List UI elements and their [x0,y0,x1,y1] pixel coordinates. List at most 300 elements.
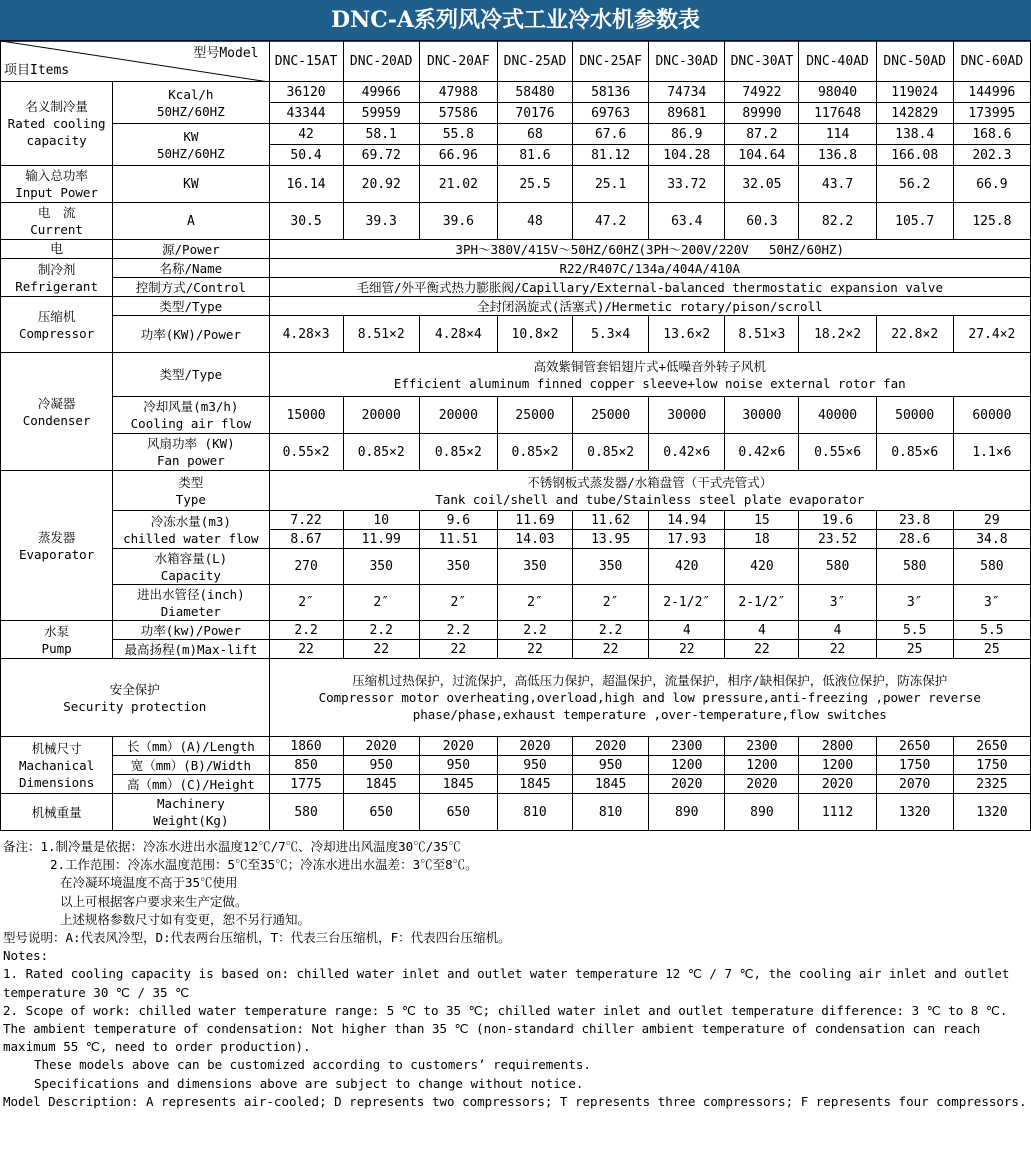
value-cell: 13.95 [573,530,649,549]
security-label [1,659,270,737]
value-cell: 420 [649,549,725,585]
value-cell: 2″ [573,585,649,621]
input-power-label-line: Input Power [15,185,98,200]
current-label-line: Current [30,222,83,237]
header-corner-cell [1,41,270,82]
evaporator-capacity-label [113,549,269,585]
note-line: 上述规格参数尺寸如有变更，恕不另行通知。 [60,911,311,927]
page-title: DNC-A系列风冷式工业冷水机参数表 [0,0,1031,42]
value-cell: 2325 [953,775,1030,794]
value-cell: 2020 [573,737,649,756]
value-cell: 87.2 [725,124,799,145]
evaporator-flow-label-line: 冷冻水量(m3) [150,513,231,529]
value-cell: 13.6×2 [649,316,725,353]
evaporator-capacity-label-line: 水箱容量(L) [154,550,228,566]
value-cell: 1112 [799,794,876,831]
value-cell: 4 [799,621,876,640]
value-cell: 168.6 [953,124,1030,145]
value-cell: 420 [725,549,799,585]
value-cell: 69.72 [343,145,419,166]
value-cell: 22 [419,640,497,659]
evaporator-diameter-row [1,585,1031,621]
value-cell: 30000 [725,397,799,434]
power-label-b: 源/Power [113,240,269,259]
security-value-line: phase/phase,exhaust temperature ,over-temperature,flow switches [412,707,887,722]
value-cell: 58.1 [343,124,419,145]
value-cell: 1.1×6 [953,434,1030,471]
value-cell: 2070 [876,775,953,794]
value-cell: 43344 [269,103,343,124]
security-label-line: Security protection [63,698,207,714]
value-cell: 2020 [799,775,876,794]
value-cell: 19.6 [799,511,876,530]
value-cell: 15 [725,511,799,530]
note-line: 2.工作范围：冷冻水温度范围：5℃至35℃；冷冻水进出水温差：3℃至8℃。 [50,857,478,873]
value-cell: 23.8 [876,511,953,530]
condenser-label-line: Condenser [22,412,91,428]
value-cell: 25.5 [497,166,572,203]
note-line: 型号说明：A:代表风冷型，D:代表两台压缩机，T：代表三台压缩机，F：代表四台压缩机。 [3,930,511,946]
value-cell: 15000 [269,397,343,434]
value-cell: 74922 [725,82,799,103]
value-cell: 11.99 [343,530,419,549]
value-cell: 119024 [876,82,953,103]
value-cell: 125.8 [953,203,1030,240]
value-cell: 350 [343,549,419,585]
value-cell: 2″ [497,585,572,621]
evaporator-label [1,471,113,621]
value-cell: 580 [269,794,343,831]
header-row [1,41,1031,82]
weight-unit-line: Weight(Kg) [153,813,229,828]
kcal-unit-label [113,82,269,124]
dimension-height-row [1,775,1031,794]
value-cell: 650 [343,794,419,831]
value-cell: 2.2 [497,621,572,640]
value-cell: 63.4 [649,203,725,240]
evaporator-diameter-label-line: Diameter [160,603,221,619]
condenser-type-value [269,353,1031,397]
evaporator-type-row [1,471,1031,511]
value-cell: 2020 [343,737,419,756]
value-cell: 89681 [649,103,725,124]
value-cell: 11.62 [573,511,649,530]
value-cell: 3″ [953,585,1030,621]
value-cell: 2300 [649,737,725,756]
kcal-unit-label-line: Kcal/h [168,86,214,102]
value-cell: 2800 [799,737,876,756]
value-cell: 67.6 [573,124,649,145]
value-cell: 1845 [497,775,572,794]
note-line: Model Description: A represents air-cooled; D represents two compressors; T represents three compressors; F represents four compressors. [3,1093,1027,1109]
value-cell: 5.5 [953,621,1030,640]
condenser-type-value-line: Efficient aluminum finned copper sleeve+low noise external rotor fan [393,375,906,391]
refrigerant-control-value: 毛细管/外平衡式热力膨胀阀/Capillary/External-balanced thermostatic expansion valve [269,278,1031,297]
value-cell: 173995 [953,103,1030,124]
value-cell: 1845 [343,775,419,794]
pump-power-label: 功率(kw)/Power [113,621,269,640]
security-label-line: 安全保护 [109,681,160,697]
value-cell: 30.5 [269,203,343,240]
model-header: DNC-40AD [799,41,876,82]
value-cell: 0.55×6 [799,434,876,471]
value-cell: 28.6 [876,530,953,549]
compressor-type-label: 类型/Type [113,297,269,316]
input-power-row [1,166,1031,203]
value-cell: 14.94 [649,511,725,530]
note-line: Specifications and dimensions above are subject to change without notice. [34,1075,584,1091]
value-cell: 950 [343,756,419,775]
value-cell: 60000 [953,397,1030,434]
value-cell: 144996 [953,82,1030,103]
value-cell: 86.9 [649,124,725,145]
value-cell: 890 [649,794,725,831]
refrigerant-name-value: R22/R407C/134a/404A/410A [269,259,1031,278]
value-cell: 25000 [573,397,649,434]
condenser-type-row [1,353,1031,397]
pump-label-line: 水泵 [44,623,70,639]
value-cell: 22 [725,640,799,659]
value-cell: 104.64 [725,145,799,166]
condenser-type-label: 类型/Type [113,353,269,397]
value-cell: 2020 [497,737,572,756]
value-cell: 1860 [269,737,343,756]
value-cell: 580 [953,549,1030,585]
value-cell: 0.55×2 [269,434,343,471]
evaporator-label-line: 蒸发器 [37,529,76,545]
evaporator-diameter-label [113,585,269,621]
value-cell: 580 [799,549,876,585]
value-cell: 2.2 [269,621,343,640]
pump-label [1,621,113,659]
evaporator-type-label-line: 类型 [178,474,204,490]
value-cell: 39.6 [419,203,497,240]
model-header: DNC-20AF [419,41,497,82]
value-cell: 2″ [419,585,497,621]
current-unit: A [113,203,269,240]
value-cell: 10.8×2 [497,316,572,353]
value-cell: 25 [953,640,1030,659]
value-cell: 25.1 [573,166,649,203]
value-cell: 950 [419,756,497,775]
value-cell: 950 [573,756,649,775]
value-cell: 47.2 [573,203,649,240]
condenser-air-label [113,397,269,434]
cooling-group-label [1,82,113,166]
value-cell: 8.51×2 [343,316,419,353]
value-cell: 22 [269,640,343,659]
note-line: 1. Rated cooling capacity is based on: chilled water inlet and outlet water temperature 12 ℃ / 7 ℃, the cooling air inlet and outlet temperature 30 ℃ / 35 ℃ [3,966,1017,1000]
compressor-type-row [1,297,1031,316]
value-cell: 22 [343,640,419,659]
value-cell: 25000 [497,397,572,434]
value-cell: 7.22 [269,511,343,530]
length-label: 长（mm）(A)/Length [113,737,269,756]
evaporator-flow-label [113,511,269,549]
value-cell: 56.2 [876,166,953,203]
condenser-fan-label [113,434,269,471]
compressor-label [1,297,113,353]
note-line: 在冷凝环境温度不高于35℃使用 [60,875,238,891]
value-cell: 8.67 [269,530,343,549]
value-cell: 16.14 [269,166,343,203]
value-cell: 1320 [876,794,953,831]
cooling-group-label-line: 名义制冷量 [25,99,88,114]
value-cell: 21.02 [419,166,497,203]
value-cell: 350 [497,549,572,585]
value-cell: 81.12 [573,145,649,166]
value-cell: 20000 [343,397,419,434]
security-value [269,659,1031,737]
value-cell: 49966 [343,82,419,103]
cooling-kcal-50-row [1,82,1031,103]
note-line: 以上可根据客户要求来生产定做。 [60,893,248,909]
value-cell: 57586 [419,103,497,124]
value-cell: 0.85×2 [573,434,649,471]
dimension-width-row [1,756,1031,775]
evaporator-label-line: Evaporator [18,546,95,562]
model-header: DNC-20AD [343,41,419,82]
kw-unit-label-line: KW [183,128,199,144]
evaporator-capacity-label-line: Capacity [160,567,221,583]
input-power-label-line: 输入总功率 [25,168,88,183]
value-cell: 202.3 [953,145,1030,166]
value-cell: 1775 [269,775,343,794]
value-cell: 810 [573,794,649,831]
value-cell: 66.9 [953,166,1030,203]
value-cell: 950 [497,756,572,775]
value-cell: 81.6 [497,145,572,166]
condenser-fan-row [1,434,1031,471]
refrigerant-control-row [1,278,1031,297]
value-cell: 98040 [799,82,876,103]
value-cell: 4 [649,621,725,640]
value-cell: 1320 [953,794,1030,831]
value-cell: 8.51×3 [725,316,799,353]
value-cell: 33.72 [649,166,725,203]
condenser-type-value-line: 高效紫铜管套铝翅片式+低噪音外转子风机 [533,358,767,374]
condenser-air-label-line: 冷却风量(m3/h) [143,399,239,414]
value-cell: 1200 [649,756,725,775]
current-label-line: 电 流 [37,205,76,220]
value-cell: 650 [419,794,497,831]
value-cell: 580 [876,549,953,585]
value-cell: 1200 [725,756,799,775]
height-label: 高（mm）(C)/Height [113,775,269,794]
security-row [1,659,1031,737]
value-cell: 850 [269,756,343,775]
value-cell: 18.2×2 [799,316,876,353]
value-cell: 2650 [953,737,1030,756]
weight-unit [113,794,269,831]
value-cell: 66.96 [419,145,497,166]
value-cell: 59959 [343,103,419,124]
model-header: DNC-30AT [725,41,799,82]
value-cell: 136.8 [799,145,876,166]
security-value-line: 压缩机过热保护，过流保护，高低压力保护，超温保护，流量保护，相序/缺相保护，低液位保护，防冻保护 [352,673,948,688]
pump-power-row [1,621,1031,640]
value-cell: 22 [649,640,725,659]
refrigerant-label-line: Refrigerant [15,278,98,294]
value-cell: 23.52 [799,530,876,549]
note-line: The ambient temperature of condensation: Not higher than 35 ℃ (non-standard chiller ambient temperature of condensation can reach maximum 55 ℃, need to order production). [3,1021,988,1055]
value-cell: 47988 [419,82,497,103]
condenser-air-row [1,397,1031,434]
value-cell: 2300 [725,737,799,756]
value-cell: 350 [419,549,497,585]
cooling-group-label-line: capacity [26,133,87,148]
value-cell: 27.4×2 [953,316,1030,353]
value-cell: 2.2 [573,621,649,640]
value-cell: 68 [497,124,572,145]
compressor-power-row [1,316,1031,353]
value-cell: 36120 [269,82,343,103]
spec-table [0,40,1031,831]
model-header: DNC-25AD [497,41,572,82]
value-cell: 50.4 [269,145,343,166]
value-cell: 166.08 [876,145,953,166]
value-cell: 4.28×4 [419,316,497,353]
value-cell: 3″ [876,585,953,621]
value-cell: 22 [573,640,649,659]
model-header: DNC-50AD [876,41,953,82]
refrigerant-name-label: 名称/Name [113,259,269,278]
compressor-label-line: 压缩机 [37,308,76,324]
pump-label-line: Pump [41,640,72,656]
value-cell: 270 [269,549,343,585]
weight-row [1,794,1031,831]
value-cell: 9.6 [419,511,497,530]
note-line: These models above can be customized according to customers’ requirements. [34,1057,591,1073]
value-cell: 39.3 [343,203,419,240]
current-row [1,203,1031,240]
value-cell: 1845 [419,775,497,794]
value-cell: 17.93 [649,530,725,549]
value-cell: 0.85×2 [497,434,572,471]
value-cell: 142829 [876,103,953,124]
value-cell: 1750 [876,756,953,775]
input-power-label [1,166,113,203]
value-cell: 350 [573,549,649,585]
value-cell: 58480 [497,82,572,103]
input-power-unit: KW [113,166,269,203]
value-cell: 69763 [573,103,649,124]
value-cell: 2-1/2″ [725,585,799,621]
value-cell: 40000 [799,397,876,434]
value-cell: 20000 [419,397,497,434]
value-cell: 89990 [725,103,799,124]
condenser-air-label-line: Cooling air flow [130,416,252,431]
security-value-line: Compressor motor overheating,overload,high and low pressure,anti-freezing ,power reverse [318,690,981,705]
power-supply-row [1,240,1031,259]
condenser-label-line: 冷凝器 [37,395,76,411]
model-header: DNC-60AD [953,41,1030,82]
refrigerant-label [1,259,113,297]
cooling-kw-50-row [1,124,1031,145]
value-cell: 20.92 [343,166,419,203]
value-cell: 2.2 [419,621,497,640]
value-cell: 1200 [799,756,876,775]
value-cell: 105.7 [876,203,953,240]
note-line: 备注：1.制冷量是依据：冷冻水进出水温度12℃/7℃、冷却进出风温度30℃/35℃ [3,839,461,854]
value-cell: 2650 [876,737,953,756]
value-cell: 4.28×3 [269,316,343,353]
model-header: DNC-30AD [649,41,725,82]
value-cell: 29 [953,511,1030,530]
dimension-length-row [1,737,1031,756]
note-line: Notes: [3,948,49,964]
evaporator-type-value-line: Tank coil/shell and tube/Stainless steel plate evaporator [435,491,865,507]
value-cell: 74734 [649,82,725,103]
value-cell: 11.51 [419,530,497,549]
value-cell: 2″ [269,585,343,621]
value-cell: 0.85×2 [419,434,497,471]
value-cell: 2020 [725,775,799,794]
kcal-unit-label-line: 50HZ/60HZ [156,103,225,119]
value-cell: 50000 [876,397,953,434]
value-cell: 0.85×6 [876,434,953,471]
evaporator-type-value-line: 不锈钢板式蒸发器/水箱盘管（干式壳管式） [527,474,773,490]
evaporator-type-label [113,471,269,511]
value-cell: 114 [799,124,876,145]
dimensions-label-line: Machanical [18,757,95,773]
model-header: DNC-15AT [269,41,343,82]
items-label: 项目Items [4,63,70,78]
cooling-group-label-line: Rated cooling [7,116,106,131]
evaporator-capacity-row [1,549,1031,585]
condenser-label [1,353,113,471]
value-cell: 2-1/2″ [649,585,725,621]
value-cell: 25 [876,640,953,659]
value-cell: 58136 [573,82,649,103]
value-cell: 2020 [649,775,725,794]
value-cell: 4 [725,621,799,640]
refrigerant-name-row [1,259,1031,278]
evaporator-type-label-line: Type [175,491,206,507]
value-cell: 0.42×6 [649,434,725,471]
model-label: 型号Model [193,46,259,61]
evaporator-diameter-label-line: 进出水管径(inch) [137,586,245,602]
value-cell: 82.2 [799,203,876,240]
value-cell: 14.03 [497,530,572,549]
value-cell: 2″ [343,585,419,621]
compressor-label-line: Compressor [18,325,95,341]
value-cell: 18 [725,530,799,549]
value-cell: 138.4 [876,124,953,145]
refrigerant-label-line: 制冷剂 [37,261,76,277]
value-cell: 5.3×4 [573,316,649,353]
evaporator-type-value [269,471,1031,511]
power-label-a: 电 [1,240,113,259]
value-cell: 11.69 [497,511,572,530]
evaporator-flow-label-line: chilled water flow [123,530,259,546]
value-cell: 22 [497,640,572,659]
kw-unit-label [113,124,269,166]
value-cell: 10 [343,511,419,530]
evaporator-flow-50-row [1,511,1031,530]
width-label: 宽（mm）(B)/Width [113,756,269,775]
dimensions-label [1,737,113,794]
current-label [1,203,113,240]
value-cell: 2.2 [343,621,419,640]
value-cell: 22.8×2 [876,316,953,353]
value-cell: 60.3 [725,203,799,240]
pump-lift-row [1,640,1031,659]
value-cell: 3″ [799,585,876,621]
value-cell: 104.28 [649,145,725,166]
value-cell: 2020 [419,737,497,756]
kw-unit-label-line: 50HZ/60HZ [156,145,225,161]
